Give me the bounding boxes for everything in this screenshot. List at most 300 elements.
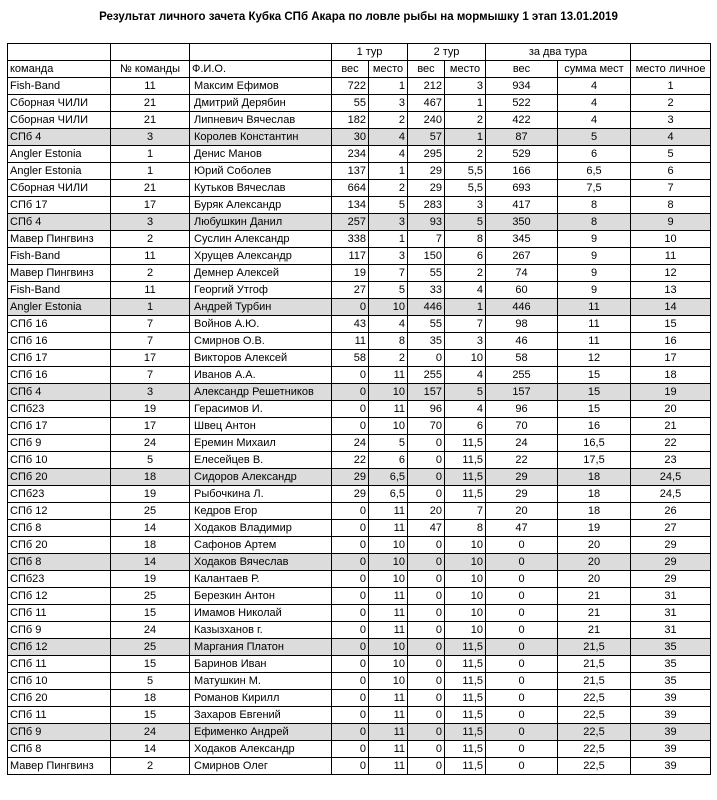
cell-name: Захаров Евгений	[190, 707, 332, 724]
cell-sum-places: 11	[558, 299, 631, 316]
cell-personal-place: 2	[631, 95, 711, 112]
cell-name: Смирнов Олег	[190, 758, 332, 775]
table-row	[8, 197, 711, 214]
cell-r1-place: 10	[369, 673, 408, 690]
cell-total-weight: 74	[486, 265, 558, 282]
cell-sum-places: 5	[558, 129, 631, 146]
cell-r1-place: 2	[369, 112, 408, 129]
table-row	[8, 231, 711, 248]
cell-total-weight: 345	[486, 231, 558, 248]
cell-r2-place: 6	[445, 248, 486, 265]
cell-personal-place: 21	[631, 418, 711, 435]
cell-r1-place: 10	[369, 639, 408, 656]
cell-r1-weight: 338	[332, 231, 369, 248]
cell-personal-place: 26	[631, 503, 711, 520]
cell-r1-weight: 0	[332, 520, 369, 537]
header-round1: 1 тур	[332, 44, 408, 61]
cell-sum-places: 4	[558, 112, 631, 129]
cell-team: СПб 8	[8, 554, 111, 571]
cell-r2-place: 11,5	[445, 707, 486, 724]
cell-name: Викторов Алексей	[190, 350, 332, 367]
cell-r2-weight: 0	[408, 707, 445, 724]
table-row	[8, 673, 711, 690]
cell-name: Матушкин М.	[190, 673, 332, 690]
cell-total-weight: 0	[486, 588, 558, 605]
cell-sum-places: 11	[558, 333, 631, 350]
cell-sum-places: 20	[558, 554, 631, 571]
cell-sum-places: 22,5	[558, 690, 631, 707]
cell-personal-place: 39	[631, 690, 711, 707]
table-row	[8, 605, 711, 622]
cell-name: Ходаков Владимир	[190, 520, 332, 537]
table-row	[8, 95, 711, 112]
cell-personal-place: 29	[631, 554, 711, 571]
cell-r2-weight: 255	[408, 367, 445, 384]
cell-sum-places: 9	[558, 265, 631, 282]
table-row	[8, 554, 711, 571]
cell-r2-place: 10	[445, 622, 486, 639]
cell-name: Швец Антон	[190, 418, 332, 435]
cell-team: Fish-Band	[8, 282, 111, 299]
table-row	[8, 129, 711, 146]
cell-team: СПб 16	[8, 333, 111, 350]
header-top-cell	[631, 44, 711, 61]
cell-r1-place: 11	[369, 588, 408, 605]
cell-name: Ходаков Александр	[190, 741, 332, 758]
cell-r2-place: 11,5	[445, 724, 486, 741]
cell-personal-place: 7	[631, 180, 711, 197]
cell-sum-places: 18	[558, 469, 631, 486]
cell-team-number: 19	[111, 401, 190, 418]
cell-sum-places: 15	[558, 401, 631, 418]
table-row	[8, 469, 711, 486]
results-table	[7, 43, 711, 775]
cell-team: СПб 20	[8, 690, 111, 707]
cell-team-number: 21	[111, 180, 190, 197]
cell-sum-places: 6,5	[558, 163, 631, 180]
cell-team-number: 18	[111, 690, 190, 707]
cell-r2-weight: 55	[408, 316, 445, 333]
cell-r1-place: 3	[369, 95, 408, 112]
cell-r2-weight: 467	[408, 95, 445, 112]
cell-r1-weight: 30	[332, 129, 369, 146]
cell-r1-place: 1	[369, 163, 408, 180]
table-row	[8, 486, 711, 503]
table-row	[8, 571, 711, 588]
cell-r2-place: 3	[445, 333, 486, 350]
cell-team-number: 15	[111, 605, 190, 622]
cell-sum-places: 21	[558, 605, 631, 622]
cell-name: Казызханов г.	[190, 622, 332, 639]
cell-personal-place: 31	[631, 588, 711, 605]
cell-name: Дмитрий Дерябин	[190, 95, 332, 112]
cell-r1-place: 11	[369, 520, 408, 537]
cell-personal-place: 35	[631, 673, 711, 690]
cell-total-weight: 166	[486, 163, 558, 180]
cell-team-number: 7	[111, 316, 190, 333]
cell-r2-place: 10	[445, 537, 486, 554]
table-row	[8, 401, 711, 418]
cell-total-weight: 0	[486, 724, 558, 741]
cell-sum-places: 18	[558, 503, 631, 520]
cell-sum-places: 19	[558, 520, 631, 537]
cell-name: Кутьков Вячеслав	[190, 180, 332, 197]
cell-r1-place: 5	[369, 435, 408, 452]
cell-r2-weight: 0	[408, 571, 445, 588]
cell-r2-place: 10	[445, 554, 486, 571]
cell-total-weight: 58	[486, 350, 558, 367]
cell-r2-place: 11,5	[445, 639, 486, 656]
cell-r1-weight: 0	[332, 401, 369, 418]
cell-total-weight: 0	[486, 656, 558, 673]
cell-personal-place: 1	[631, 78, 711, 95]
cell-r1-place: 10	[369, 384, 408, 401]
table-row	[8, 724, 711, 741]
cell-r1-place: 1	[369, 78, 408, 95]
header-top-cell	[190, 44, 332, 61]
cell-team-number: 5	[111, 452, 190, 469]
cell-team-number: 18	[111, 537, 190, 554]
table-row	[8, 350, 711, 367]
cell-r2-weight: 0	[408, 486, 445, 503]
cell-total-weight: 446	[486, 299, 558, 316]
cell-r1-place: 4	[369, 316, 408, 333]
cell-r1-place: 11	[369, 367, 408, 384]
cell-personal-place: 14	[631, 299, 711, 316]
cell-r1-weight: 0	[332, 367, 369, 384]
cell-r1-weight: 24	[332, 435, 369, 452]
cell-team-number: 21	[111, 112, 190, 129]
table-row	[8, 384, 711, 401]
cell-r1-place: 2	[369, 180, 408, 197]
cell-r1-place: 7	[369, 265, 408, 282]
cell-r1-place: 3	[369, 248, 408, 265]
cell-r2-place: 7	[445, 503, 486, 520]
cell-sum-places: 9	[558, 248, 631, 265]
cell-r2-place: 1	[445, 129, 486, 146]
cell-personal-place: 13	[631, 282, 711, 299]
cell-sum-places: 7,5	[558, 180, 631, 197]
cell-r2-weight: 29	[408, 180, 445, 197]
cell-name: Суслин Александр	[190, 231, 332, 248]
cell-total-weight: 46	[486, 333, 558, 350]
table-row	[8, 316, 711, 333]
cell-r2-weight: 0	[408, 435, 445, 452]
cell-r1-weight: 664	[332, 180, 369, 197]
cell-team: Мавер Пингвинз	[8, 265, 111, 282]
cell-r2-weight: 0	[408, 469, 445, 486]
cell-name: Ходаков Вячеслав	[190, 554, 332, 571]
cell-r2-weight: 0	[408, 639, 445, 656]
cell-r2-place: 11,5	[445, 758, 486, 775]
cell-r1-weight: 0	[332, 724, 369, 741]
cell-sum-places: 21	[558, 622, 631, 639]
cell-r1-weight: 0	[332, 656, 369, 673]
cell-personal-place: 15	[631, 316, 711, 333]
header-personal-place: место личное	[631, 61, 711, 78]
cell-sum-places: 15	[558, 367, 631, 384]
cell-r1-weight: 137	[332, 163, 369, 180]
cell-r1-place: 3	[369, 214, 408, 231]
table-row	[8, 163, 711, 180]
cell-r2-place: 1	[445, 95, 486, 112]
cell-r2-place: 10	[445, 571, 486, 588]
cell-r2-weight: 93	[408, 214, 445, 231]
cell-sum-places: 15	[558, 384, 631, 401]
table-row	[8, 282, 711, 299]
cell-r1-weight: 0	[332, 503, 369, 520]
header-name: Ф.И.О.	[190, 61, 332, 78]
cell-sum-places: 8	[558, 197, 631, 214]
cell-team: СПб 11	[8, 707, 111, 724]
cell-r1-place: 11	[369, 741, 408, 758]
cell-team-number: 2	[111, 758, 190, 775]
header-r2-place: место	[445, 61, 486, 78]
header-top-cell	[8, 44, 111, 61]
cell-total-weight: 934	[486, 78, 558, 95]
table-row	[8, 639, 711, 656]
cell-total-weight: 529	[486, 146, 558, 163]
cell-personal-place: 39	[631, 758, 711, 775]
cell-personal-place: 17	[631, 350, 711, 367]
cell-total-weight: 267	[486, 248, 558, 265]
cell-total-weight: 96	[486, 401, 558, 418]
cell-r1-weight: 0	[332, 588, 369, 605]
cell-r1-weight: 0	[332, 673, 369, 690]
cell-team-number: 2	[111, 265, 190, 282]
cell-team: СПб 12	[8, 588, 111, 605]
cell-team: Angler Estonia	[8, 146, 111, 163]
cell-sum-places: 16,5	[558, 435, 631, 452]
cell-name: Липневич Вячеслав	[190, 112, 332, 129]
table-row	[8, 214, 711, 231]
cell-r1-place: 11	[369, 690, 408, 707]
cell-r2-weight: 35	[408, 333, 445, 350]
cell-r2-place: 11,5	[445, 486, 486, 503]
cell-team: СПб 20	[8, 469, 111, 486]
cell-team-number: 14	[111, 741, 190, 758]
cell-team-number: 3	[111, 129, 190, 146]
cell-r1-weight: 43	[332, 316, 369, 333]
cell-r2-weight: 0	[408, 741, 445, 758]
cell-personal-place: 35	[631, 656, 711, 673]
cell-team: СПб 10	[8, 452, 111, 469]
cell-name: Имамов Николай	[190, 605, 332, 622]
cell-r2-weight: 29	[408, 163, 445, 180]
cell-total-weight: 157	[486, 384, 558, 401]
cell-personal-place: 29	[631, 571, 711, 588]
cell-team: СПб 8	[8, 741, 111, 758]
cell-team: Fish-Band	[8, 248, 111, 265]
cell-personal-place: 11	[631, 248, 711, 265]
cell-sum-places: 22,5	[558, 741, 631, 758]
table-row	[8, 656, 711, 673]
cell-sum-places: 17,5	[558, 452, 631, 469]
header-r1-place: место	[369, 61, 408, 78]
table-row	[8, 248, 711, 265]
cell-r2-place: 7	[445, 316, 486, 333]
cell-r1-weight: 0	[332, 741, 369, 758]
cell-r2-place: 11,5	[445, 435, 486, 452]
cell-team: Сборная ЧИЛИ	[8, 95, 111, 112]
cell-name: Герасимов И.	[190, 401, 332, 418]
cell-r1-weight: 27	[332, 282, 369, 299]
cell-name: Кедров Егор	[190, 503, 332, 520]
cell-name: Демнер Алексей	[190, 265, 332, 282]
cell-personal-place: 31	[631, 605, 711, 622]
cell-r1-place: 4	[369, 129, 408, 146]
cell-team-number: 1	[111, 163, 190, 180]
cell-personal-place: 24,5	[631, 469, 711, 486]
cell-personal-place: 27	[631, 520, 711, 537]
cell-name: Буряк Александр	[190, 197, 332, 214]
cell-r2-place: 11,5	[445, 452, 486, 469]
cell-team-number: 25	[111, 588, 190, 605]
cell-r2-weight: 96	[408, 401, 445, 418]
cell-team-number: 24	[111, 622, 190, 639]
cell-r1-place: 11	[369, 758, 408, 775]
cell-total-weight: 522	[486, 95, 558, 112]
cell-r1-weight: 182	[332, 112, 369, 129]
cell-team: Сборная ЧИЛИ	[8, 180, 111, 197]
cell-r1-weight: 22	[332, 452, 369, 469]
cell-r2-weight: 55	[408, 265, 445, 282]
cell-team: СПб 17	[8, 418, 111, 435]
cell-total-weight: 20	[486, 503, 558, 520]
cell-r2-weight: 0	[408, 605, 445, 622]
cell-team: СПб 17	[8, 350, 111, 367]
cell-name: Рыбочкина Л.	[190, 486, 332, 503]
cell-r1-place: 11	[369, 622, 408, 639]
cell-personal-place: 39	[631, 724, 711, 741]
header-two-rounds: за два тура	[486, 44, 631, 61]
cell-team-number: 11	[111, 248, 190, 265]
cell-r1-place: 6	[369, 452, 408, 469]
cell-r2-weight: 0	[408, 452, 445, 469]
cell-sum-places: 21,5	[558, 639, 631, 656]
cell-r1-place: 5	[369, 282, 408, 299]
table-row	[8, 418, 711, 435]
cell-r1-weight: 0	[332, 537, 369, 554]
cell-r2-place: 5,5	[445, 163, 486, 180]
cell-team-number: 1	[111, 146, 190, 163]
cell-r1-weight: 0	[332, 707, 369, 724]
cell-r1-weight: 55	[332, 95, 369, 112]
cell-total-weight: 60	[486, 282, 558, 299]
cell-r1-weight: 0	[332, 554, 369, 571]
cell-r1-place: 8	[369, 333, 408, 350]
cell-r2-weight: 0	[408, 673, 445, 690]
cell-team: СПб 16	[8, 316, 111, 333]
cell-total-weight: 0	[486, 571, 558, 588]
cell-sum-places: 22,5	[558, 707, 631, 724]
cell-team-number: 3	[111, 214, 190, 231]
cell-r1-place: 10	[369, 418, 408, 435]
table-row	[8, 299, 711, 316]
cell-r1-weight: 0	[332, 639, 369, 656]
cell-team-number: 14	[111, 520, 190, 537]
cell-name: Березкин Антон	[190, 588, 332, 605]
cell-r1-weight: 0	[332, 758, 369, 775]
cell-r1-weight: 19	[332, 265, 369, 282]
cell-r2-weight: 150	[408, 248, 445, 265]
cell-r2-weight: 0	[408, 554, 445, 571]
cell-r2-weight: 7	[408, 231, 445, 248]
cell-personal-place: 35	[631, 639, 711, 656]
cell-team: СПб 9	[8, 435, 111, 452]
table-row	[8, 367, 711, 384]
cell-r2-place: 11,5	[445, 741, 486, 758]
cell-name: Георгий Утгоф	[190, 282, 332, 299]
cell-r1-weight: 29	[332, 469, 369, 486]
cell-team: СПб 12	[8, 503, 111, 520]
results-table-body	[8, 44, 711, 775]
cell-sum-places: 16	[558, 418, 631, 435]
cell-r1-place: 10	[369, 554, 408, 571]
cell-personal-place: 23	[631, 452, 711, 469]
header-team: команда	[8, 61, 111, 78]
cell-name: Маргания Платон	[190, 639, 332, 656]
cell-personal-place: 22	[631, 435, 711, 452]
cell-name: Любушкин Данил	[190, 214, 332, 231]
cell-r1-weight: 0	[332, 418, 369, 435]
header-row	[8, 61, 711, 78]
cell-total-weight: 350	[486, 214, 558, 231]
cell-team: СПб 11	[8, 656, 111, 673]
cell-total-weight: 0	[486, 707, 558, 724]
cell-team-number: 11	[111, 78, 190, 95]
cell-team: Fish-Band	[8, 78, 111, 95]
header-row-top	[8, 44, 711, 61]
cell-r2-place: 4	[445, 367, 486, 384]
cell-name: Андрей Турбин	[190, 299, 332, 316]
cell-name: Хрущев Александр	[190, 248, 332, 265]
cell-team-number: 19	[111, 571, 190, 588]
header-r1-weight: вес	[332, 61, 369, 78]
cell-team: СПб 20	[8, 537, 111, 554]
cell-r2-place: 10	[445, 605, 486, 622]
cell-team: СПб 17	[8, 197, 111, 214]
cell-team: СПб 16	[8, 367, 111, 384]
cell-r1-place: 11	[369, 401, 408, 418]
cell-r2-weight: 33	[408, 282, 445, 299]
cell-sum-places: 18	[558, 486, 631, 503]
cell-team-number: 2	[111, 231, 190, 248]
cell-team-number: 17	[111, 197, 190, 214]
cell-team: СПб 9	[8, 622, 111, 639]
cell-sum-places: 21,5	[558, 673, 631, 690]
cell-r2-place: 3	[445, 197, 486, 214]
cell-r2-place: 2	[445, 265, 486, 282]
cell-team-number: 1	[111, 299, 190, 316]
cell-total-weight: 417	[486, 197, 558, 214]
cell-personal-place: 12	[631, 265, 711, 282]
cell-name: Калантаев Р.	[190, 571, 332, 588]
page-title: Результат личного зачета Кубка СПб Акара по ловле рыбы на мормышку 1 этап 13.01.2019	[99, 11, 618, 23]
cell-total-weight: 0	[486, 554, 558, 571]
cell-r1-weight: 0	[332, 605, 369, 622]
table-row	[8, 758, 711, 775]
cell-team: Мавер Пингвинз	[8, 758, 111, 775]
cell-total-weight: 70	[486, 418, 558, 435]
cell-team: СПб23	[8, 401, 111, 418]
cell-r2-place: 11,5	[445, 690, 486, 707]
cell-name: Александр Решетников	[190, 384, 332, 401]
cell-r2-place: 1	[445, 299, 486, 316]
cell-personal-place: 10	[631, 231, 711, 248]
cell-r1-weight: 234	[332, 146, 369, 163]
header-team-number: № команды	[111, 61, 190, 78]
